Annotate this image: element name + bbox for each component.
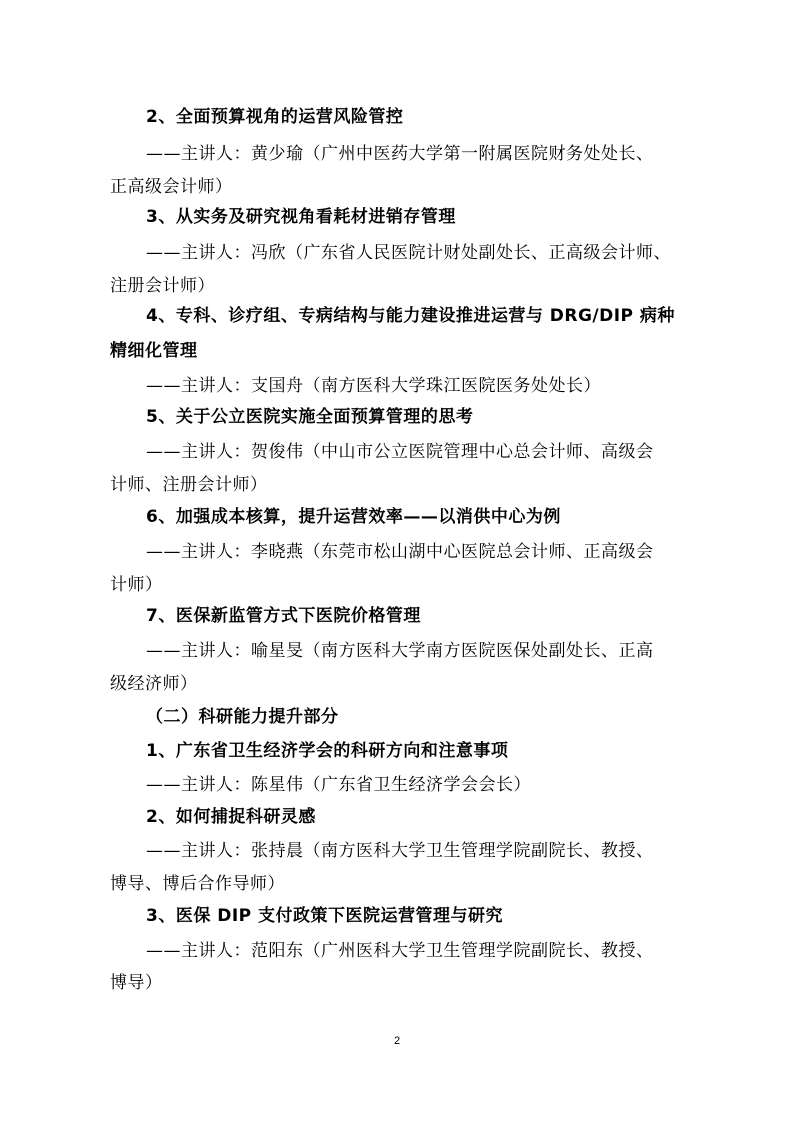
speaker-line-continued: 注册会计师）	[110, 276, 215, 296]
speaker-line-continued: 计师）	[110, 575, 163, 595]
item-title: 2、全面预算视角的运营风险管控	[146, 107, 404, 127]
speaker-line-continued: 博导）	[110, 973, 163, 993]
item-title: 5、关于公立医院实施全面预算管理的思考	[146, 407, 474, 427]
speaker-line: ——主讲人：贺俊伟（中山市公立医院管理中心总会计师、高级会	[146, 442, 654, 462]
speaker-line: ——主讲人：李晓燕（东莞市松山湖中心医院总会计师、正高级会	[146, 542, 654, 562]
item-title: 3、医保 DIP 支付政策下医院运营管理与研究	[146, 906, 504, 926]
item-title: 2、如何捕捉科研灵感	[146, 807, 316, 827]
speaker-line: ——主讲人：范阳东（广州医科大学卫生管理学院副院长、教授、	[146, 941, 654, 961]
page-number: 2	[393, 1035, 401, 1047]
item-title: 6、加强成本核算，提升运营效率——以消供中心为例	[146, 507, 561, 527]
item-title-continued: 精细化管理	[110, 341, 198, 361]
speaker-line: ——主讲人：陈星伟（广东省卫生经济学会会长）	[146, 775, 531, 795]
item-title: 7、医保新监管方式下医院价格管理	[146, 606, 421, 626]
speaker-line-continued: 计师、注册会计师）	[110, 475, 268, 495]
speaker-line: ——主讲人：冯欣（广东省人民医院计财处副处长、正高级会计师、	[146, 243, 671, 263]
item-title: 1、广东省卫生经济学会的科研方向和注意事项	[146, 741, 509, 761]
item-title: 4、专科、诊疗组、专病结构与能力建设推进运营与 DRG/DIP 病种	[146, 306, 675, 326]
section-heading: （二）科研能力提升部分	[146, 707, 339, 727]
speaker-line-continued: 正高级会计师）	[110, 177, 233, 197]
speaker-line-continued: 级经济师）	[110, 674, 198, 694]
speaker-line-continued: 博导、博后合作导师）	[110, 874, 285, 894]
speaker-line: ——主讲人：黄少瑜（广州中医药大学第一附属医院财务处处长、	[146, 144, 654, 164]
item-title: 3、从实务及研究视角看耗材进销存管理	[146, 207, 456, 227]
speaker-line: ——主讲人：支国舟（南方医科大学珠江医院医务处处长）	[146, 376, 601, 396]
speaker-line: ——主讲人：张持晨（南方医科大学卫生管理学院副院长、教授、	[146, 841, 654, 861]
speaker-line: ——主讲人：喻星旻（南方医科大学南方医院医保处副处长、正高	[146, 641, 654, 661]
